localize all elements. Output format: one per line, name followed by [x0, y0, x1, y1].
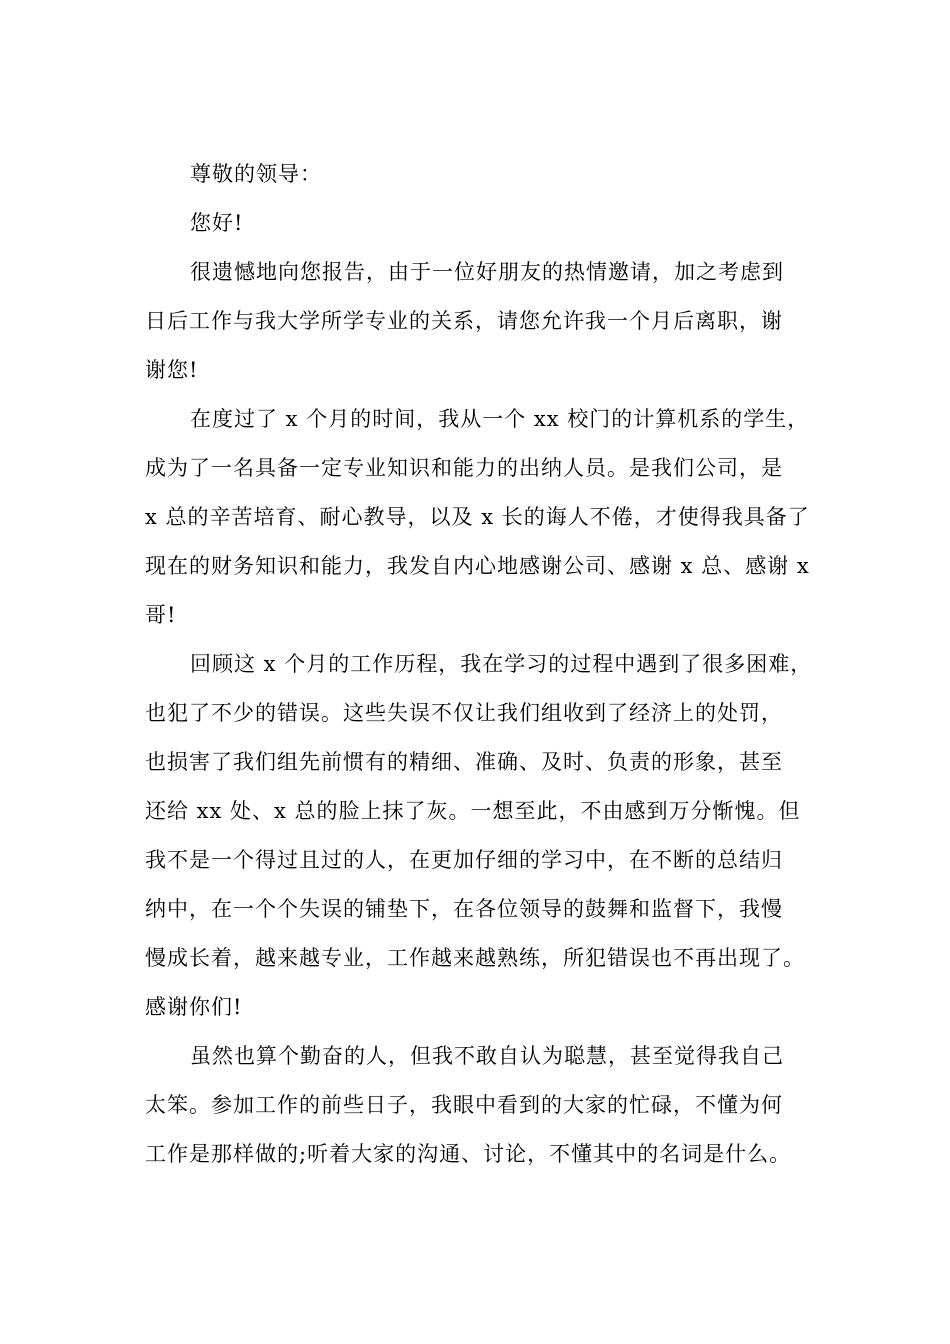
- paragraph-line: 也犯了不少的错误。这些失误不仅让我们组收到了经济上的处罚，: [145, 701, 783, 725]
- paragraph-line: 工作是那样做的;听着大家的沟通、讨论，不懂其中的名词是什么。: [145, 1142, 792, 1166]
- salutation: 尊敬的领导：: [190, 162, 322, 186]
- paragraph-line: 在度过了 x 个月的时间，我从一个 xx 校门的计算机系的学生，: [190, 407, 810, 431]
- paragraph-2: [145, 395, 825, 640]
- paragraph-line: 虽然也算个勤奋的人，但我不敢自认为聪慧，甚至觉得我自己: [190, 1044, 784, 1068]
- paragraph-line: 现在的财务知识和能力，我发自内心地感谢公司、感谢 x 总、感谢 x: [145, 554, 810, 578]
- paragraph-line: 慢成长着，越来越专业，工作越来越熟练，所犯错误也不再出现了。: [145, 946, 805, 970]
- paragraph-4: [145, 1032, 825, 1179]
- greeting: 您好!: [190, 211, 244, 235]
- paragraph-line: 太笨。参加工作的前些日子，我眼中看到的大家的忙碌，不懂为何: [145, 1093, 783, 1117]
- paragraph-line: 哥!: [145, 603, 177, 627]
- paragraph-line: 我不是一个得过且过的人，在更加仔细的学习中，在不断的总结归: [145, 848, 783, 872]
- paragraph-line: 很遗憾地向您报告，由于一位好朋友的热情邀请，加之考虑到: [190, 260, 784, 284]
- paragraph-line: 成为了一名具备一定专业知识和能力的出纳人员。是我们公司，是: [145, 456, 783, 480]
- paragraph-line: x 总的辛苦培育、耐心教导，以及 x 长的诲人不倦，才使得我具备了: [145, 505, 810, 529]
- paragraph-line: 还给 xx 处、x 总的脸上抹了灰。一想至此，不由感到万分惭愧。但: [145, 799, 801, 823]
- paragraph-line: 谢您!: [145, 358, 199, 382]
- paragraph-line: 感谢你们!: [145, 995, 243, 1019]
- paragraph-3: [145, 640, 825, 1032]
- paragraph-line: 也损害了我们组先前惯有的精细、准确、及时、负责的形象，甚至: [145, 750, 783, 774]
- paragraph-line: 回顾这 x 个月的工作历程，我在学习的过程中遇到了很多困难，: [190, 652, 813, 676]
- paragraph-line: 日后工作与我大学所学专业的关系，请您允许我一个月后离职，谢: [145, 309, 783, 333]
- letter-body: [145, 150, 825, 1179]
- paragraph-line: 纳中，在一个个失误的铺垫下，在各位领导的鼓舞和监督下，我慢: [145, 897, 783, 921]
- paragraph-1: [145, 248, 825, 395]
